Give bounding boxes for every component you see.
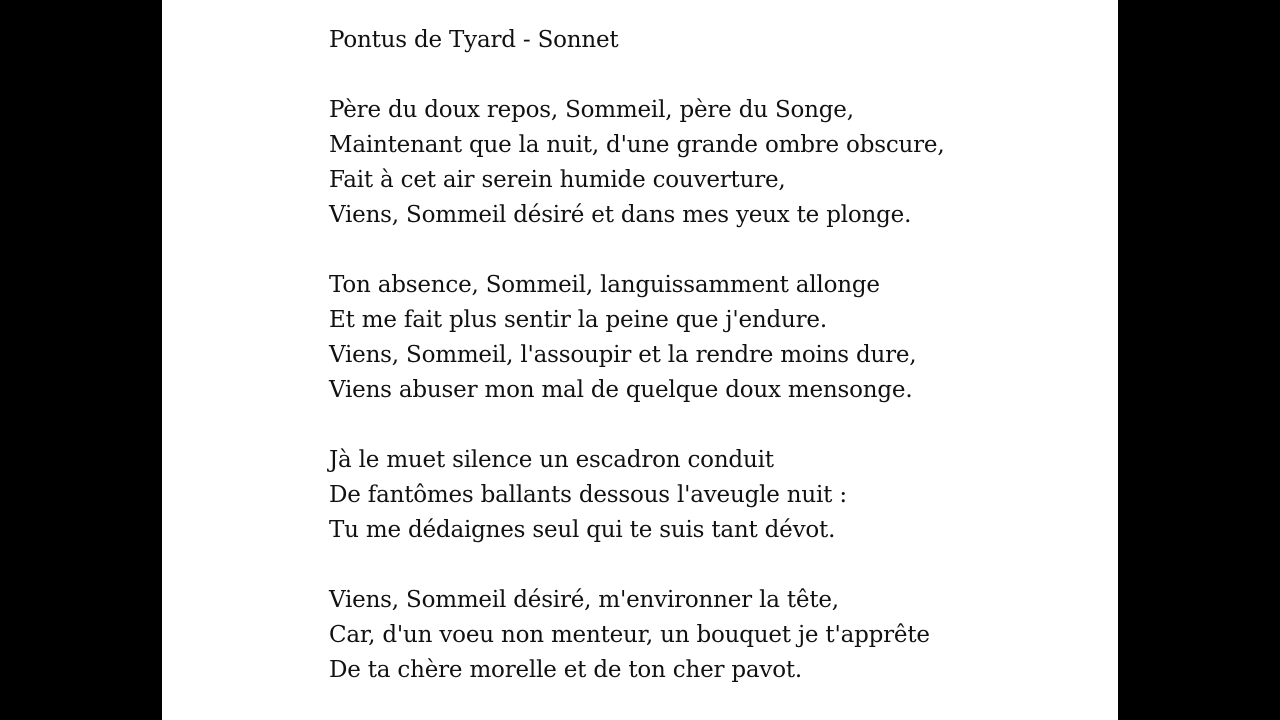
poem-title: Pontus de Tyard - Sonnet: [329, 27, 619, 53]
verse-line: Maintenant que la nuit, d'une grande ombre obscure,: [329, 132, 945, 158]
verse-line: De ta chère morelle et de ton cher pavot.: [329, 657, 803, 683]
stanza-4: [329, 583, 944, 688]
document-page: [162, 0, 1118, 720]
stanza-3: [329, 443, 944, 548]
verse-line: Viens abuser mon mal de quelque doux mensonge.: [329, 377, 913, 403]
verse-line: Tu me dédaignes seul qui te suis tant dévot.: [329, 517, 836, 543]
verse-line: Jà le muet silence un escadron conduit: [329, 447, 774, 473]
verse-line: De fantômes ballants dessous l'aveugle nuit :: [329, 482, 847, 508]
stanza-1: [329, 93, 944, 233]
stanza-2: [329, 268, 944, 408]
verse-line: Viens, Sommeil désiré, m'environner la tête,: [329, 587, 839, 613]
poem: [329, 23, 944, 688]
verse-line: Viens, Sommeil désiré et dans mes yeux te plonge.: [329, 202, 912, 228]
verse-line: Viens, Sommeil, l'assoupir et la rendre moins dure,: [329, 342, 917, 368]
verse-line: Fait à cet air serein humide couverture,: [329, 167, 786, 193]
verse-line: Car, d'un voeu non menteur, un bouquet je t'apprête: [329, 622, 930, 648]
verse-line: Et me fait plus sentir la peine que j'endure.: [329, 307, 827, 333]
verse-line: Père du doux repos, Sommeil, père du Songe,: [329, 97, 854, 123]
verse-line: Ton absence, Sommeil, languissamment allonge: [329, 272, 880, 298]
